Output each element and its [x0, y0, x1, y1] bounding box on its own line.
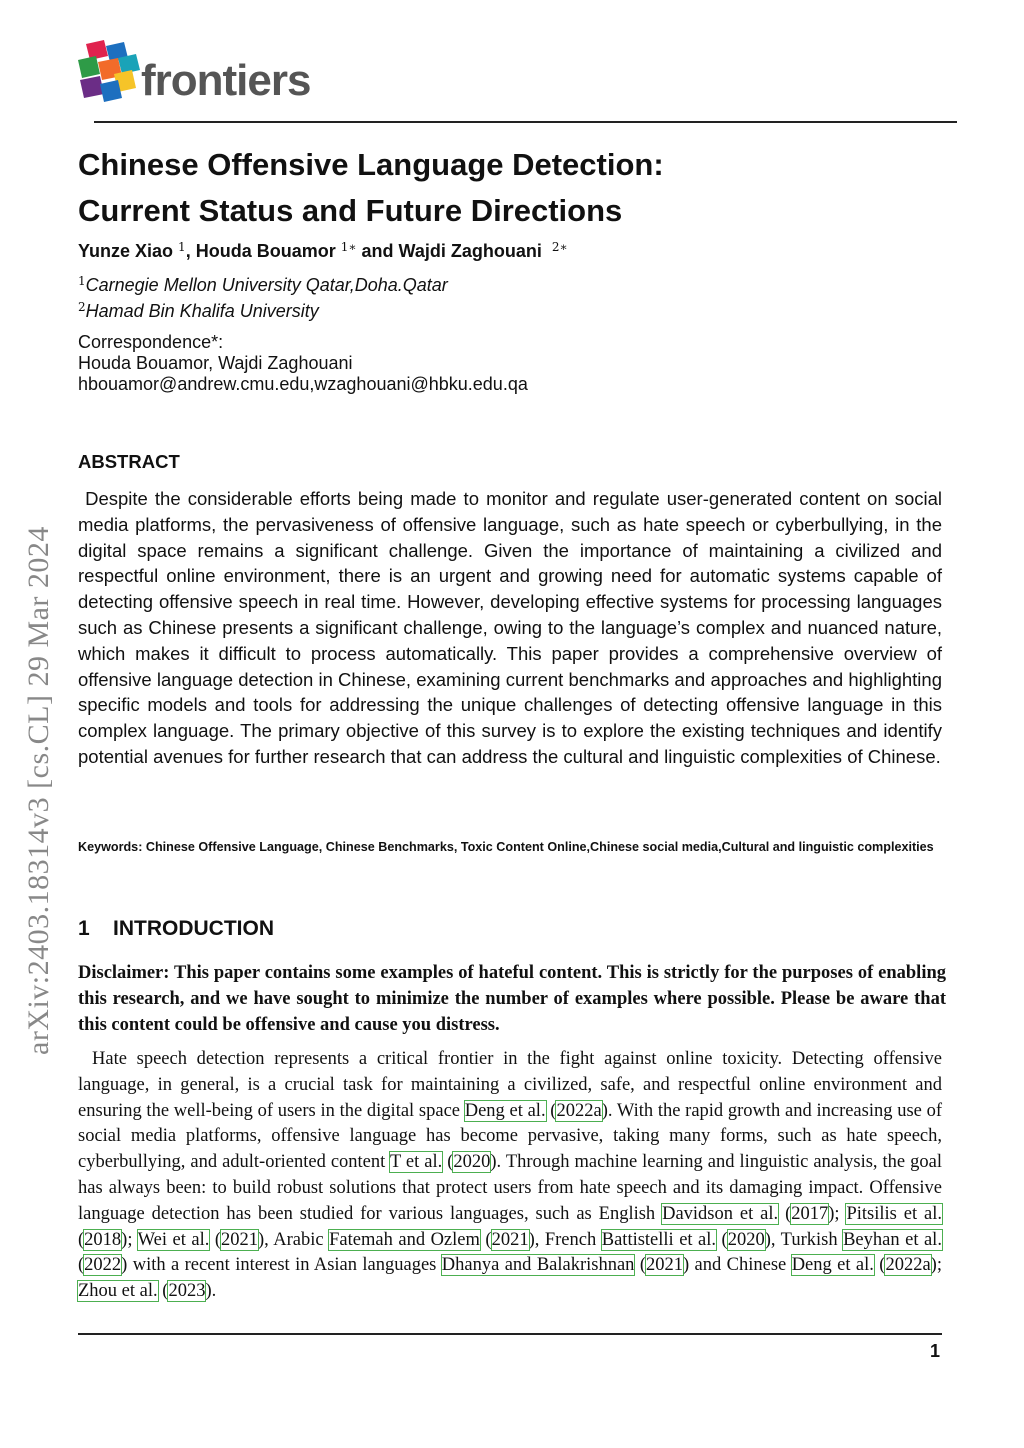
arxiv-identifier-stamp[interactable]: arXiv:2403.18314v3 [cs.CL] 29 Mar 2024: [22, 526, 55, 1055]
affiliation-mark: 1: [78, 274, 86, 288]
section-heading-introduction: [78, 917, 274, 941]
section-number: 1: [78, 917, 90, 940]
body-text: );: [121, 1229, 138, 1250]
citation-year-link[interactable]: 2021: [221, 1229, 259, 1250]
author-name: Houda Bouamor: [195, 241, 336, 261]
affiliation: [78, 274, 448, 296]
footer-divider: [78, 1333, 942, 1335]
citation-year-link[interactable]: 2023: [168, 1281, 206, 1302]
citation-link[interactable]: Deng et al.: [464, 1100, 546, 1121]
citation-link[interactable]: Zhou et al.: [78, 1281, 158, 1302]
section-title: INTRODUCTION: [113, 917, 274, 940]
abstract-text: [78, 486, 942, 770]
body-text: ) and Chinese: [683, 1255, 792, 1276]
body-text: (: [634, 1255, 646, 1276]
keywords: [78, 834, 950, 860]
citation-link[interactable]: T et al.: [389, 1152, 443, 1173]
citation-link[interactable]: Pitsilis et al.: [846, 1203, 942, 1224]
introduction-paragraph: [78, 1047, 942, 1305]
citation-year-link[interactable]: 2018: [84, 1229, 122, 1250]
correspondence-label: Correspondence*:: [78, 332, 224, 352]
abstract-heading: ABSTRACT: [78, 451, 180, 472]
author-name: Yunze Xiao: [78, 241, 174, 261]
citation-year-link[interactable]: 2020: [453, 1152, 491, 1173]
body-text: (: [209, 1229, 222, 1250]
body-text: ), French: [528, 1229, 602, 1250]
citation-year-link[interactable]: 2021: [646, 1255, 683, 1276]
frontiers-logo-icon: [78, 40, 140, 110]
body-text: Hate speech detection represents a critical frontier in the fight against online toxicity. Detecting offensive language, in general, is a crucial task for maintaining a civilized, safe, and respectful online environment and ensuring the well-being of users in the digital space: [78, 1049, 942, 1121]
body-text: ), Turkish: [764, 1229, 844, 1250]
body-text: ). Through machine learning and linguistic analysis, the goal has always been: to build robust solutions that protect users from hate speech and its damaging impact. Offensive language detection has been studied for various languages, such as English: [78, 1152, 942, 1224]
affiliation-text: Carnegie Mellon University Qatar,Doha.Qatar: [85, 275, 448, 295]
citation-link[interactable]: Dhanya and Balakrishnan: [441, 1255, 635, 1276]
author-affil-mark: 1∗: [340, 240, 357, 254]
citation-link[interactable]: Wei et al.: [137, 1229, 210, 1250]
body-text: (: [78, 1255, 85, 1276]
body-text: (: [778, 1203, 792, 1224]
author-list: [78, 240, 568, 262]
body-text: ).: [205, 1281, 217, 1302]
citation-year-link[interactable]: 2022a: [556, 1100, 602, 1121]
citation-year-link[interactable]: 2021: [491, 1229, 529, 1250]
body-text: ). With the rapid growth and increasing use of social media platforms, offensive language has become pervasive, taking many forms, such as hate speech, cyberbullying, and adult-oriented content: [78, 1100, 943, 1173]
citation-link[interactable]: Battistelli et al.: [601, 1229, 717, 1250]
title-line-1: Chinese Offensive Language Detection:: [78, 147, 664, 182]
body-text: (: [873, 1255, 886, 1276]
body-text: (: [479, 1229, 492, 1250]
content-disclaimer: Disclaimer: This paper contains some examples of hateful content. This is strictly for the purposes of enabling this research, and we have sought to minimize the number of examples where possible. Please be aware that this content could be offensive and cause you distress.: [78, 963, 946, 1035]
body-text: );: [930, 1255, 942, 1276]
paper-title: [78, 142, 958, 234]
header-divider: [94, 121, 957, 123]
citation-link[interactable]: Fatemah and Ozlem: [329, 1229, 480, 1250]
keywords-text: Chinese Offensive Language, Chinese Benchmarks, Toxic Content Online,Chinese social media,Cultural and linguistic complexities: [145, 840, 934, 854]
affiliation-mark: 2: [78, 300, 86, 314]
frontiers-wordmark[interactable]: frontiers: [141, 56, 311, 105]
abstract-paragraph: Despite the considerable efforts being made to monitor and regulate user-generated content on social media platforms, the pervasiveness of offensive language, such as hate speech or cyberbullying, in the digital space remains a significant challenge. Given the importance of maintaining a civilized and respectful online environment, there is an urgent and growing need for automatic systems capable of detecting offensive speech in real time. However, developing effective systems for processing languages such as Chinese presents a significant challenge, owing to the language’s complex and nuanced nature, which makes it difficult to process automatically. This paper provides a comprehensive overview of offensive language detection in Chinese, examining current benchmarks and approaches and highlighting specific models and tools for addressing the unique challenges of detecting offensive language in this complex language. The primary objective of this survey is to explore the existing techniques and identify potential avenues for further research that can address the cultural and linguistic complexities of Chinese.: [78, 488, 943, 767]
author-affil-mark: 1: [178, 240, 186, 254]
correspondence-emails[interactable]: hbouamor@andrew.cmu.edu,wzaghouani@hbku.edu.qa: [78, 374, 528, 394]
body-text: (: [545, 1100, 557, 1121]
affiliation-text: Hamad Bin Khalifa University: [85, 301, 319, 321]
keywords-label: Keywords:: [78, 840, 143, 854]
body-text: ), Arabic: [258, 1229, 330, 1250]
citation-year-link[interactable]: 2020: [727, 1229, 765, 1250]
page-number: 1: [930, 1341, 941, 1361]
citation-year-link[interactable]: 2017: [791, 1203, 829, 1224]
citation-link[interactable]: Davidson et al.: [662, 1203, 779, 1224]
author-affil-mark: 2∗: [551, 240, 568, 254]
citation-link[interactable]: Beyhan et al.: [843, 1229, 942, 1250]
citation-link[interactable]: Deng et al.: [791, 1255, 874, 1276]
title-line-2: Current Status and Future Directions: [78, 193, 623, 228]
body-text: (: [716, 1229, 728, 1250]
correspondence-block: [78, 332, 528, 395]
body-text: (: [157, 1281, 169, 1302]
author-separator: ,: [185, 241, 196, 261]
author-name: Wajdi Zaghouani: [398, 241, 542, 261]
affiliation: [78, 300, 319, 322]
body-text: (: [442, 1152, 454, 1173]
body-text: (: [78, 1229, 85, 1250]
citation-year-link[interactable]: 2022a: [885, 1255, 931, 1276]
body-text: ) with a recent interest in Asian languages: [121, 1255, 442, 1276]
author-separator: and: [356, 241, 399, 261]
correspondence-names: Houda Bouamor, Wajdi Zaghouani: [78, 353, 353, 373]
body-text: );: [828, 1203, 847, 1224]
citation-year-link[interactable]: 2022: [84, 1255, 122, 1276]
